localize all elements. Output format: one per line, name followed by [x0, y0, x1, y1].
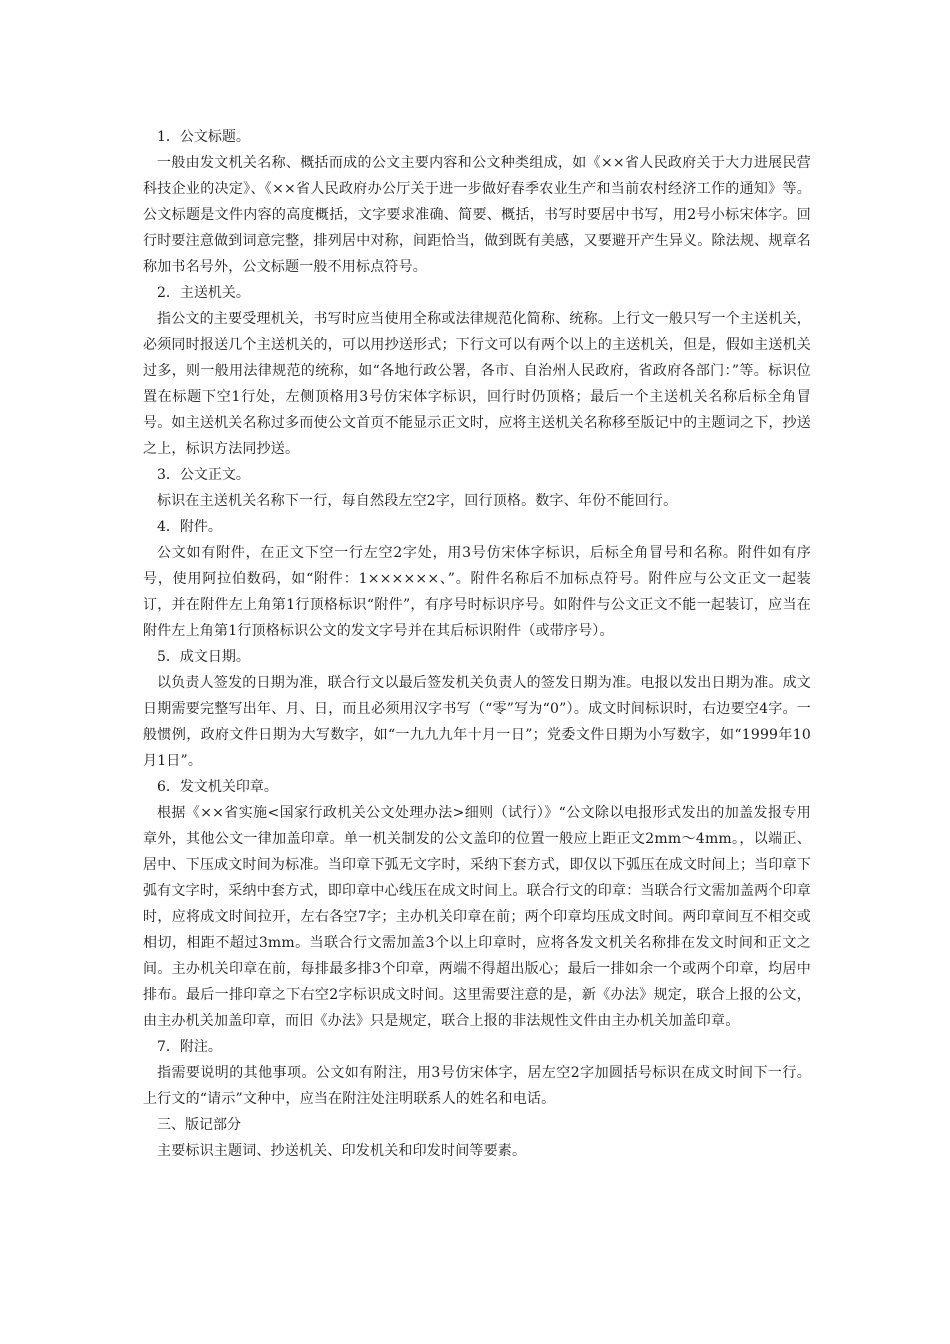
- section-paragraph: 根据《××省实施<国家行政机关公文处理办法>细则（试行）》“公文除以电报形式发出的加盖发报专用章外，其他公文一律加盖印章。单一机关制发的公文盖印的位置一般应上距正文2mm～4mm。，以端正、居中、下压成文时间为标准。当印章下弧无文字时，采纳下套方式，即仅以下弧压在成文时间上；当印章下弧有文字时，采纳中套方式，即印章中心线压在成文时间上。联合行文的印章：当联合行文需加盖两个印章时，应将成文时间拉开，左右各空7字；主办机关印章在前；两个印章均压成文时间。两印章间互不相交或相切，相距不超过3mm。当联合行文需加盖3个以上印章时，应将各发文机关名称排在发文时间和正文之间。主办机关印章在前，每排最多排3个印章，两端不得超出版心；最后一排如余一个或两个印章，均居中排布。最后一排印章之下右空2字标识成文时间。这里需要注意的是，新《办法》规定，联合上报的公文，由主办机关加盖印章，而旧《办法》只是规定，联合上报的非法规性文件由主办机关加盖印章。: [143, 805, 811, 1029]
- section-heading: 6．发文机关印章。: [157, 779, 278, 795]
- document-page: [143, 124, 811, 1164]
- section-paragraph: 指需要说明的其他事项。公文如有附注，用3号仿宋体字，居左空2字加圆括号标识在成文时间下一行。上行文的“请示”文种中，应当在附注处注明联系人的姓名和电话。: [143, 1065, 811, 1107]
- section-heading: 三、版记部分: [157, 1117, 241, 1133]
- section-paragraph: 以负责人签发的日期为准，联合行文以最后签发机关负责人的签发日期为准。电报以发出日期为准。成文日期需要完整写出年、月、日，而且必须用汉字书写（“零”写为“0”）。成文时间标识时，右边要空4字。一般惯例，政府文件日期为大写数字，如“一九九九年十月一日”；党委文件日期为小写数字，如“1999年10月1日”。: [143, 675, 811, 769]
- section-heading: 4．附件。: [157, 519, 222, 535]
- section-heading: 7．附注。: [157, 1039, 222, 1055]
- section-heading: 1．公文标题。: [157, 129, 250, 145]
- section-paragraph: 一般由发文机关名称、概括而成的公文主要内容和公文种类组成，如《××省人民政府关于大力进展民营科技企业的决定》、《××省人民政府办公厅关于进一步做好春季农业生产和当前农村经济工作的通知》等。公文标题是文件内容的高度概括，文字要求准确、简要、概括，书写时要居中书写，用2号小标宋体字。回行时要注意做到词意完整，排列居中对称，间距恰当，做到既有美感，又要避开产生异义。除法规、规章名称加书名号外，公文标题一般不用标点符号。: [143, 155, 811, 275]
- section-heading: 2．主送机关。: [157, 285, 250, 301]
- section-heading: 3．公文正文。: [157, 467, 250, 483]
- section-heading: 5．成文日期。: [157, 649, 250, 665]
- section-paragraph: 公文如有附件，在正文下空一行左空2字处，用3号仿宋体字标识，后标全角冒号和名称。附件如有序号，使用阿拉伯数码，如“附件：1××××××、”。附件名称后不加标点符号。附件应与公文正文一起装订，并在附件左上角第1行顶格标识“附件”，有序号时标识序号。如附件与公文正文不能一起装订，应当在附件左上角第1行顶格标识公文的发文字号并在其后标识附件（或带序号）。: [143, 545, 811, 639]
- section-paragraph: 主要标识主题词、抄送机关、印发机关和印发时间等要素。: [157, 1143, 527, 1159]
- section-paragraph: 标识在主送机关名称下一行，每自然段左空2字，回行顶格。数字、年份不能回行。: [157, 493, 678, 509]
- section-paragraph: 指公文的主要受理机关，书写时应当使用全称或法律规范化简称、统称。上行文一般只写一个主送机关，必须同时报送几个主送机关的，可以用抄送形式；下行文可以有两个以上的主送机关，但是，假如主送机关过多，则一般用法律规范的统称，如“各地行政公署，各市、自治州人民政府，省政府各部门：”等。标识位置在标题下空1行处，左侧顶格用3号仿宋体字标识，回行时仍顶格；最后一个主送机关名称后标全角冒号。如主送机关名称过多而使公文首页不能显示正文时，应将主送机关名称移至版记中的主题词之下，抄送之上，标识方法同抄送。: [143, 311, 811, 457]
